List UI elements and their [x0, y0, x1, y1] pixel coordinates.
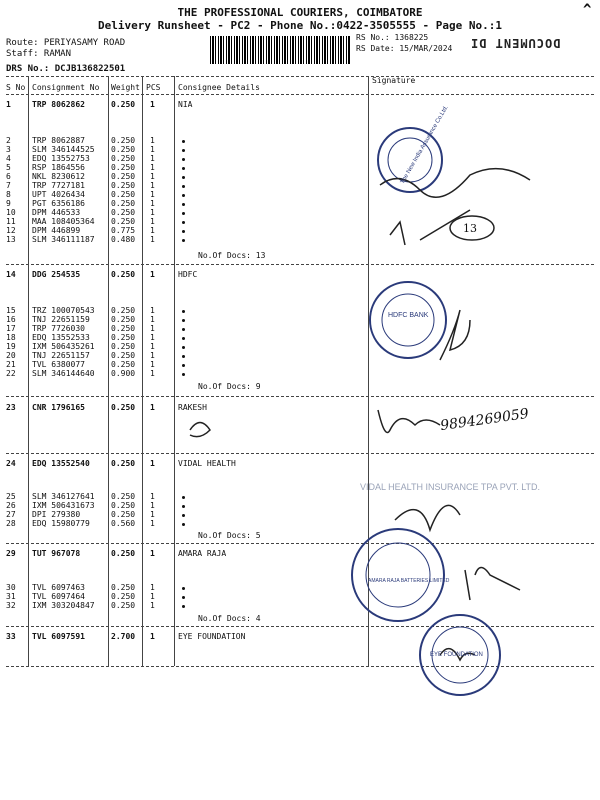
nia-stamp-text: The New India Assurance Co.Ltd. [399, 104, 450, 186]
row-sno: 24 [6, 459, 16, 468]
hdfc-stamp-text: HDFC BANK [388, 312, 429, 319]
rs-number: RS No.: 1368225 [356, 33, 429, 42]
row-sno: 8 [6, 190, 11, 199]
vidal-stamp-text: VIDAL HEALTH INSURANCE TPA PVT. LTD. [360, 482, 541, 492]
row-sno: 30 [6, 583, 16, 592]
row-consignment: TVL 6380077 [32, 360, 85, 369]
row-consignment: TVL 6097463 [32, 583, 85, 592]
row-sno: 14 [6, 270, 16, 279]
row-pcs: 1 [150, 492, 155, 501]
rakesh-signature-2 [378, 410, 440, 433]
row-weight: 0.250 [111, 181, 136, 190]
row-consignee: RAKESH [178, 403, 207, 412]
row-sno: 2 [6, 136, 11, 145]
row-consignment: IXM 506435261 [32, 342, 95, 351]
row-consignment: IXM 506431673 [32, 501, 95, 510]
row-sno: 27 [6, 510, 16, 519]
row-weight: 0.250 [111, 306, 136, 315]
row-consignment: PGT 6356186 [32, 199, 85, 208]
row-pcs: 1 [150, 199, 155, 208]
vidal-signature [395, 505, 460, 530]
row-pcs: 1 [150, 217, 155, 226]
row-pcs: 1 [150, 208, 155, 217]
row-pcs: 1 [150, 369, 155, 378]
row-sno: 21 [6, 360, 16, 369]
row-pcs: 1 [150, 136, 155, 145]
docs-count: No.Of Docs: 4 [198, 614, 261, 623]
row-pcs: 1 [150, 235, 155, 244]
row-pcs: 1 [150, 351, 155, 360]
row-pcs: 1 [150, 549, 155, 558]
drs-number: DRS No.: DCJB136822501 [6, 64, 126, 74]
row-weight: 0.250 [111, 510, 136, 519]
row-pcs: 1 [150, 100, 155, 109]
row-weight: 0.250 [111, 190, 136, 199]
row-pcs: 1 [150, 592, 155, 601]
docs-count: No.Of Docs: 13 [198, 251, 266, 260]
row-consignment: EDQ 13552753 [32, 154, 90, 163]
row-sno: 13 [6, 235, 16, 244]
row-consignee: HDFC [178, 270, 198, 279]
row-pcs: 1 [150, 181, 155, 190]
row-pcs: 1 [150, 306, 155, 315]
row-consignment: TRP 7726030 [32, 324, 85, 333]
row-weight: 0.250 [111, 403, 136, 412]
row-pcs: 1 [150, 459, 155, 468]
row-weight: 0.250 [111, 136, 136, 145]
row-weight: 0.250 [111, 333, 136, 342]
row-sno: 9 [6, 199, 11, 208]
row-pcs: 1 [150, 510, 155, 519]
row-pcs: 1 [150, 583, 155, 592]
col-consignee: Consignee Details [178, 83, 260, 92]
row-weight: 0.250 [111, 324, 136, 333]
row-sno: 5 [6, 163, 11, 172]
row-sno: 12 [6, 226, 16, 235]
staff-label: Staff: RAMAN [6, 49, 72, 59]
hdfc-stamp [370, 282, 446, 358]
eye-stamp-text: EYE FOUNDATION [430, 652, 483, 658]
row-consignment: DPM 446533 [32, 208, 81, 217]
row-sno: 17 [6, 324, 16, 333]
row-weight: 0.250 [111, 592, 136, 601]
row-consignment: TVL 6097591 [32, 632, 85, 641]
nia-signature-2 [390, 210, 470, 245]
row-pcs: 1 [150, 163, 155, 172]
row-consignment: NKL 8230612 [32, 172, 85, 181]
row-consignment: TUT 967078 [32, 549, 81, 558]
row-sno: 4 [6, 154, 11, 163]
row-pcs: 1 [150, 519, 155, 528]
rakesh-phone: 9894269059 [439, 405, 530, 435]
row-consignment: SLM 346111187 [32, 235, 95, 244]
row-weight: 0.250 [111, 492, 136, 501]
hdfc-signature [440, 310, 470, 360]
row-weight: 0.250 [111, 208, 136, 217]
col-consignment: Consignment No [32, 83, 100, 92]
row-weight: 0.250 [111, 172, 136, 181]
row-consignment: TRP 7727181 [32, 181, 85, 190]
row-pcs: 1 [150, 315, 155, 324]
row-consignment: EDQ 13552540 [32, 459, 90, 468]
row-weight: 0.250 [111, 270, 136, 279]
row-weight: 0.250 [111, 583, 136, 592]
row-consignee: VIDAL HEALTH [178, 459, 236, 468]
row-consignment: DDG 254535 [32, 270, 81, 279]
row-consignment: DPI 279380 [32, 510, 81, 519]
row-weight: 0.250 [111, 100, 136, 109]
row-pcs: 1 [150, 145, 155, 154]
company-title: THE PROFESSIONAL COURIERS, COIMBATORE [177, 6, 423, 19]
row-weight: 0.250 [111, 315, 136, 324]
row-sno: 29 [6, 549, 16, 558]
row-weight: 0.250 [111, 549, 136, 558]
row-weight: 0.560 [111, 519, 136, 528]
amara-stamp-text: AMARA RAJA BATTERIES LIMITED [368, 578, 450, 584]
row-weight: 0.250 [111, 342, 136, 351]
row-weight: 0.480 [111, 235, 136, 244]
row-weight: 0.250 [111, 601, 136, 610]
row-consignment: TNJ 22651157 [32, 351, 90, 360]
row-weight: 0.900 [111, 369, 136, 378]
row-consignee: NIA [178, 100, 193, 109]
row-consignment: IXM 303204847 [32, 601, 95, 610]
row-weight: 0.250 [111, 459, 136, 468]
row-pcs: 1 [150, 632, 155, 641]
row-consignment: UPT 4026434 [32, 190, 85, 199]
row-consignment: SLM 346144525 [32, 145, 95, 154]
row-sno: 23 [6, 403, 16, 412]
row-sno: 32 [6, 601, 16, 610]
row-sno: 26 [6, 501, 16, 510]
row-pcs: 1 [150, 403, 155, 412]
row-sno: 20 [6, 351, 16, 360]
row-weight: 0.250 [111, 154, 136, 163]
row-sno: 33 [6, 632, 16, 641]
corner-mark: ^ [583, 2, 592, 18]
runsheet-subtitle: Delivery Runsheet - PC2 - Phone No.:0422-3505555 - Page No.:1 [98, 19, 502, 32]
row-consignment: TVL 6097464 [32, 592, 85, 601]
row-weight: 0.250 [111, 217, 136, 226]
row-weight: 0.250 [111, 351, 136, 360]
col-signature: Signature [372, 76, 416, 85]
docs-count: No.Of Docs: 9 [198, 382, 261, 391]
rakesh-signature [190, 423, 210, 437]
document-stamp: DOCUMENT DI [470, 36, 561, 50]
row-consignment: CNR 1796165 [32, 403, 85, 412]
row-consignee: AMARA RAJA [178, 549, 227, 558]
row-pcs: 1 [150, 601, 155, 610]
row-pcs: 1 [150, 501, 155, 510]
row-pcs: 1 [150, 190, 155, 199]
row-weight: 2.700 [111, 632, 136, 641]
row-sno: 16 [6, 315, 16, 324]
row-sno: 10 [6, 208, 16, 217]
row-consignment: RSP 1864556 [32, 163, 85, 172]
row-weight: 0.250 [111, 501, 136, 510]
row-consignment: TRP 8062862 [32, 100, 85, 109]
row-consignment: EDQ 15980779 [32, 519, 90, 528]
col-sno: S No [6, 83, 26, 92]
col-pcs: PCS [146, 83, 161, 92]
row-consignee: EYE FOUNDATION [178, 632, 246, 641]
row-sno: 31 [6, 592, 16, 601]
row-sno: 28 [6, 519, 16, 528]
row-consignment: DPM 446899 [32, 226, 81, 235]
row-weight: 0.775 [111, 226, 136, 235]
row-sno: 3 [6, 145, 11, 154]
row-consignment: TRZ 100070543 [32, 306, 95, 315]
docs-count: No.Of Docs: 5 [198, 531, 261, 540]
row-consignment: MAA 108405364 [32, 217, 95, 226]
row-sno: 11 [6, 217, 16, 226]
row-consignment: SLM 346127641 [32, 492, 95, 501]
row-pcs: 1 [150, 324, 155, 333]
row-sno: 1 [6, 100, 11, 109]
row-pcs: 1 [150, 172, 155, 181]
row-sno: 22 [6, 369, 16, 378]
row-weight: 0.250 [111, 199, 136, 208]
row-sno: 25 [6, 492, 16, 501]
row-sno: 18 [6, 333, 16, 342]
row-pcs: 1 [150, 360, 155, 369]
row-consignment: TNJ 22651159 [32, 315, 90, 324]
route-label: Route: PERIYASAMY ROAD [6, 38, 126, 48]
row-weight: 0.250 [111, 145, 136, 154]
row-sno: 7 [6, 181, 11, 190]
sig-13-text: 13 [463, 222, 477, 235]
row-sno: 6 [6, 172, 11, 181]
row-sno: 19 [6, 342, 16, 351]
row-consignment: EDQ 13552533 [32, 333, 90, 342]
row-weight: 0.250 [111, 163, 136, 172]
row-pcs: 1 [150, 270, 155, 279]
row-pcs: 1 [150, 154, 155, 163]
row-sno: 15 [6, 306, 16, 315]
row-consignment: SLM 346144640 [32, 369, 95, 378]
row-consignment: TRP 8062887 [32, 136, 85, 145]
row-weight: 0.250 [111, 360, 136, 369]
row-pcs: 1 [150, 342, 155, 351]
row-pcs: 1 [150, 226, 155, 235]
amara-signature [465, 568, 520, 601]
col-weight: Weight [111, 83, 140, 92]
row-pcs: 1 [150, 333, 155, 342]
amara-stamp [352, 529, 444, 621]
rs-date: RS Date: 15/MAR/2024 [356, 44, 453, 53]
